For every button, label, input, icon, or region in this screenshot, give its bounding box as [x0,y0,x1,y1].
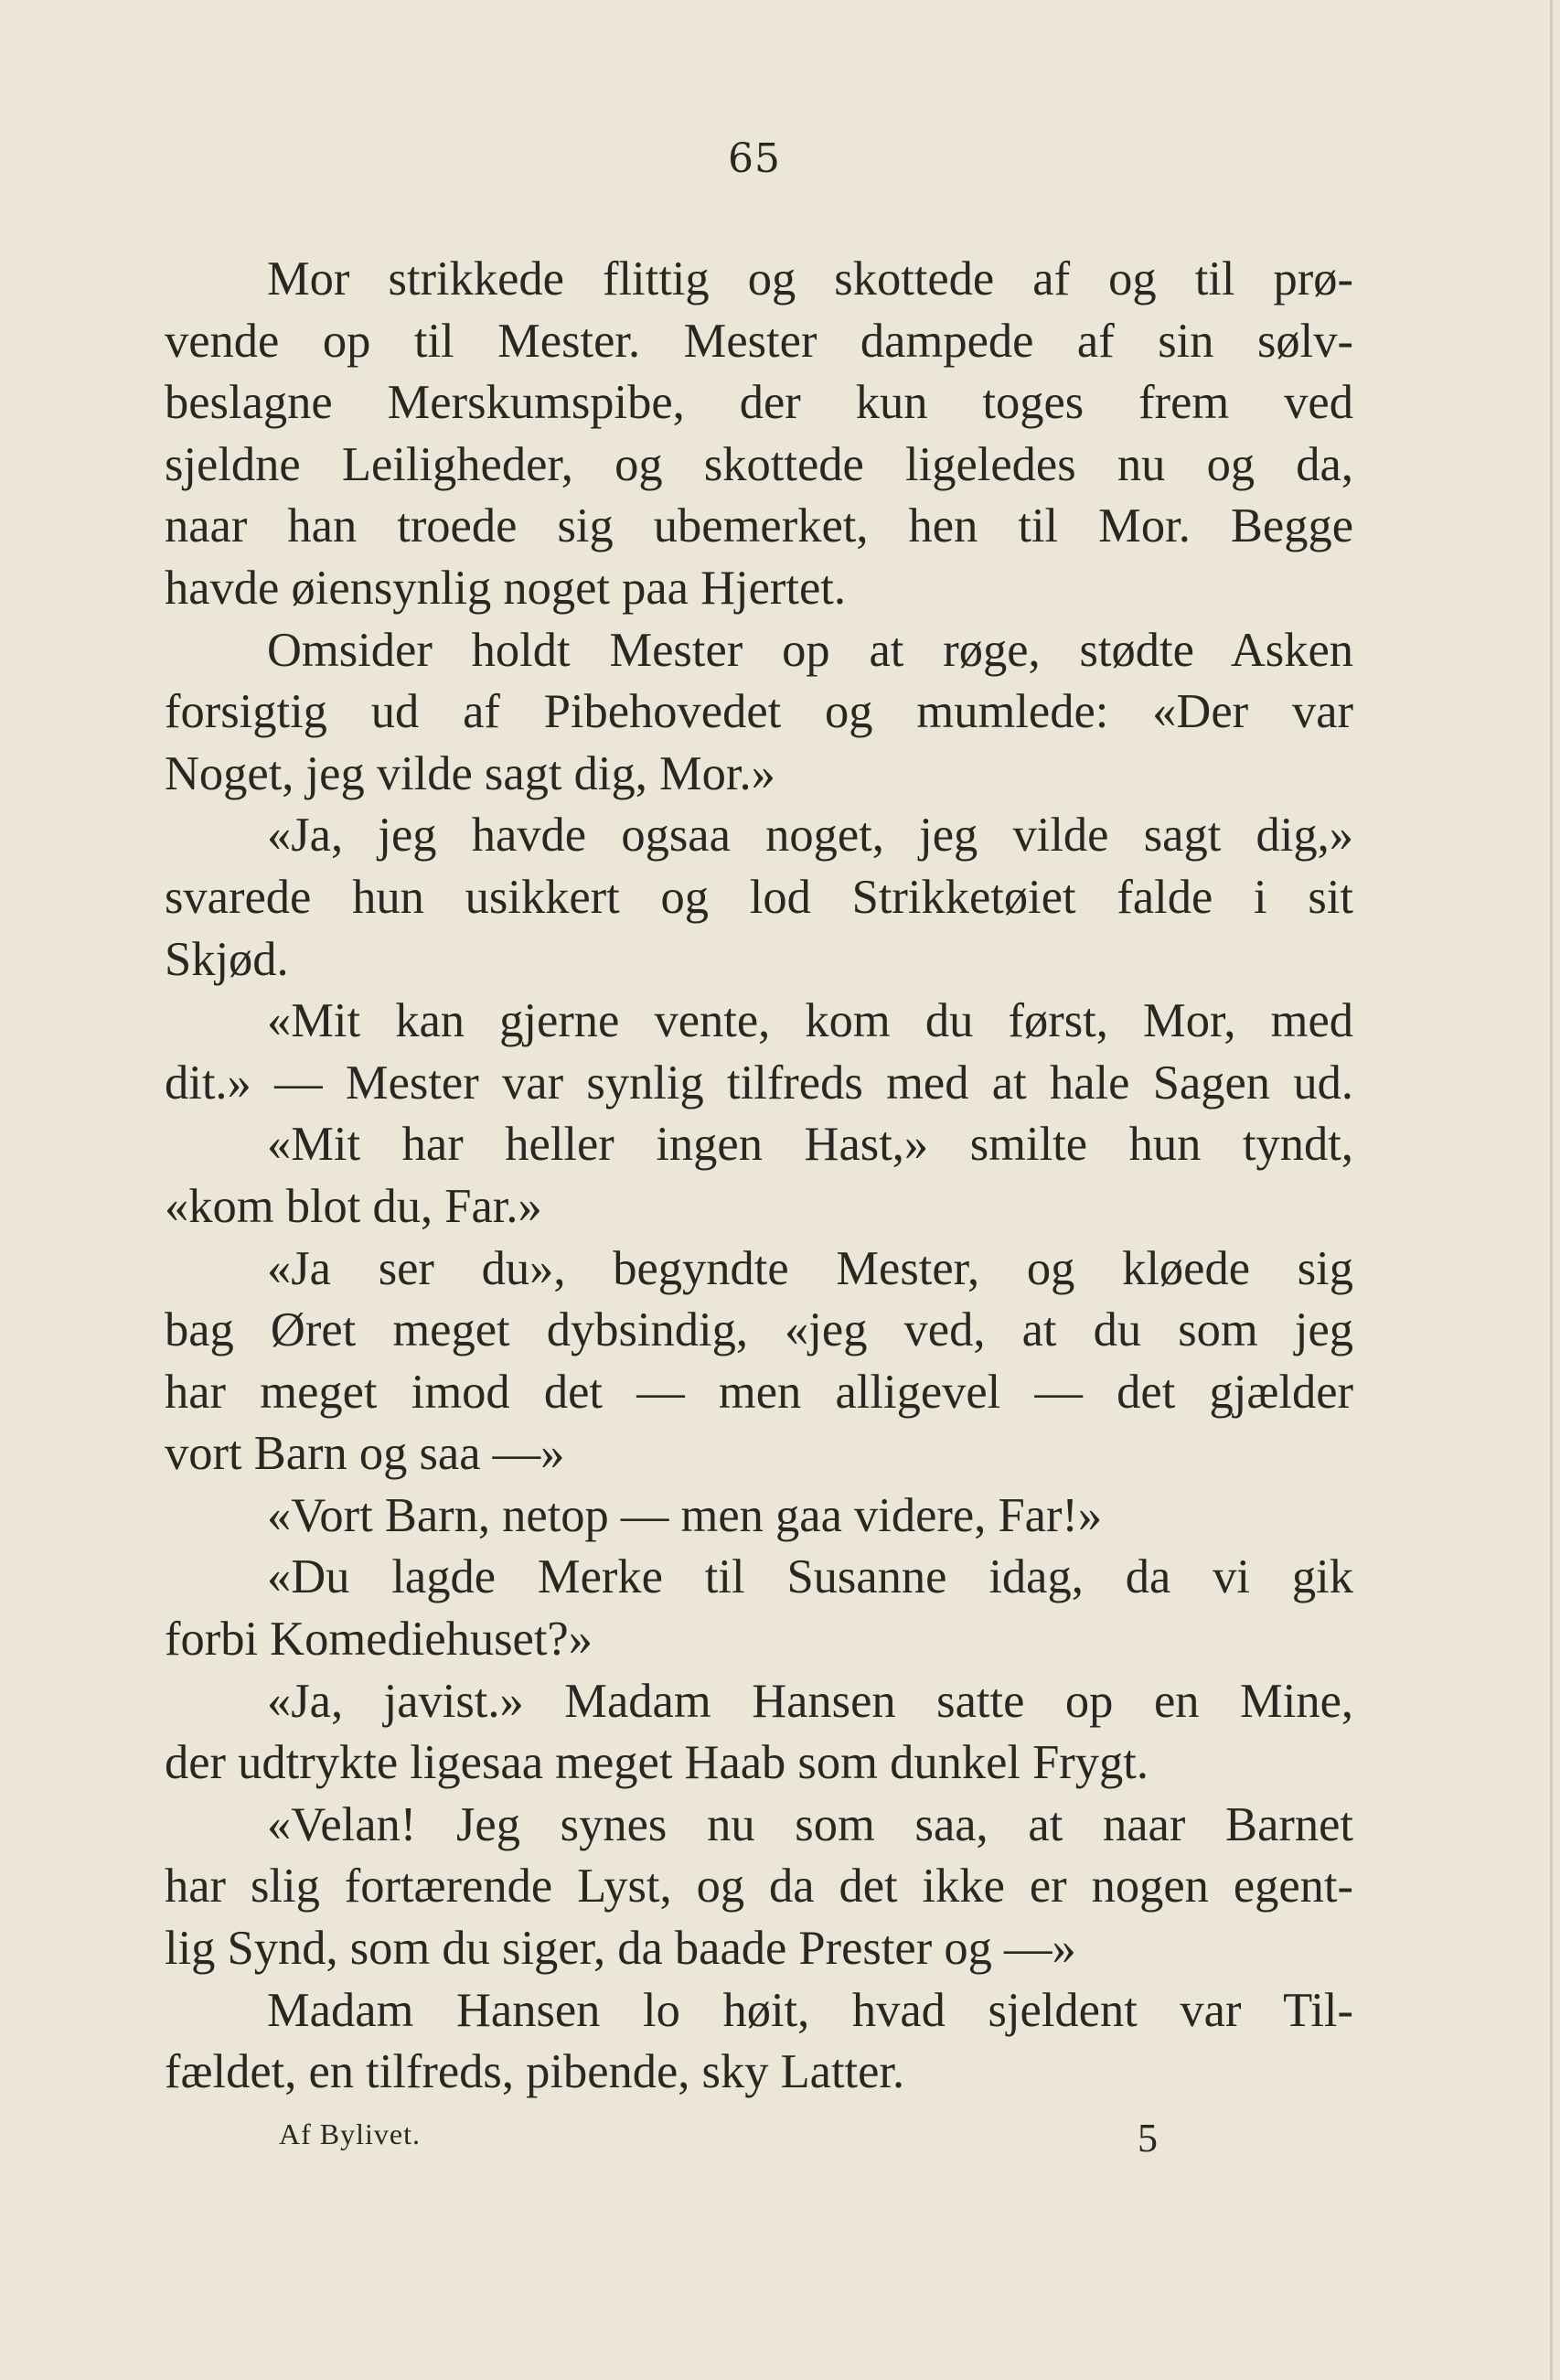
text-line: Mor strikkede flittig og skottede af og til prø- [267,252,1353,306]
text-line: Skjød. [165,932,289,986]
text-line: vort Barn og saa —» [165,1427,565,1481]
text-line: der udtrykte ligesaa meget Haab som dunkel Frygt. [165,1736,1149,1790]
text-line: naar han troede sig ubemerket, hen til Mor. Begge [165,499,1353,553]
text-line: bag Øret meget dybsindig, «jeg ved, at du som jeg [165,1303,1353,1357]
text-line: beslagne Merskumspibe, der kun toges frem ved [165,376,1353,430]
text-line: «Du lagde Merke til Susanne idag, da vi gik [267,1550,1353,1604]
page-number: 65 [728,135,781,182]
text-line: har slig fortærende Lyst, og da det ikke er nogen egent- [165,1860,1353,1914]
text-line: Omsider holdt Mester op at røge, stødte Asken [267,623,1353,677]
text-line: dit.» — Mester var synlig tilfreds med at hale Sagen ud. [165,1056,1353,1110]
text-line: lig Synd, som du siger, da baade Prester og —» [165,1922,1076,1976]
footer-title: Af Bylivet. [279,2117,421,2150]
text-line: «Ja, javist.» Madam Hansen satte op en Mine, [267,1674,1353,1728]
text-line: «Mit har heller ingen Hast,» smilte hun tyndt, [267,1118,1353,1172]
text-line: «Mit kan gjerne vente, kom du først, Mor, med [267,994,1353,1048]
text-line: «Vort Barn, netop — men gaa videre, Far!» [267,1488,1103,1542]
text-line: «Velan! Jeg synes nu som saa, at naar Barnet [267,1797,1353,1851]
text-line: vende op til Mester. Mester dampede af sin sølv- [165,314,1353,368]
body-text [165,249,1353,2104]
signature-mark: 5 [1138,2116,1158,2160]
text-line: havde øiensynlig noget paa Hjertet. [165,561,846,615]
text-line: svarede hun usikkert og lod Strikketøiet falde i sit [165,870,1353,924]
text-line: Noget, jeg vilde sagt dig, Mor.» [165,746,775,800]
text-line: sjeldne Leiligheder, og skottede ligeledes nu og da, [165,437,1353,491]
text-line: fældet, en tilfreds, pibende, sky Latter. [165,2045,905,2099]
text-line: forbi Komediehuset?» [165,1613,593,1667]
text-line: «Ja ser du», begyndte Mester, og kløede sig [267,1241,1353,1295]
page-edge [1550,0,1553,2380]
text-line: Madam Hansen lo høit, hvad sjeldent var Til- [267,1983,1353,2037]
text-line: «kom blot du, Far.» [165,1179,542,1233]
text-line: «Ja, jeg havde ogsaa noget, jeg vilde sagt dig,» [267,809,1353,863]
text-line: forsigtig ud af Pibehovedet og mumlede: «Der var [165,685,1353,739]
text-line: har meget imod det — men alligevel — det gjælder [165,1365,1353,1419]
